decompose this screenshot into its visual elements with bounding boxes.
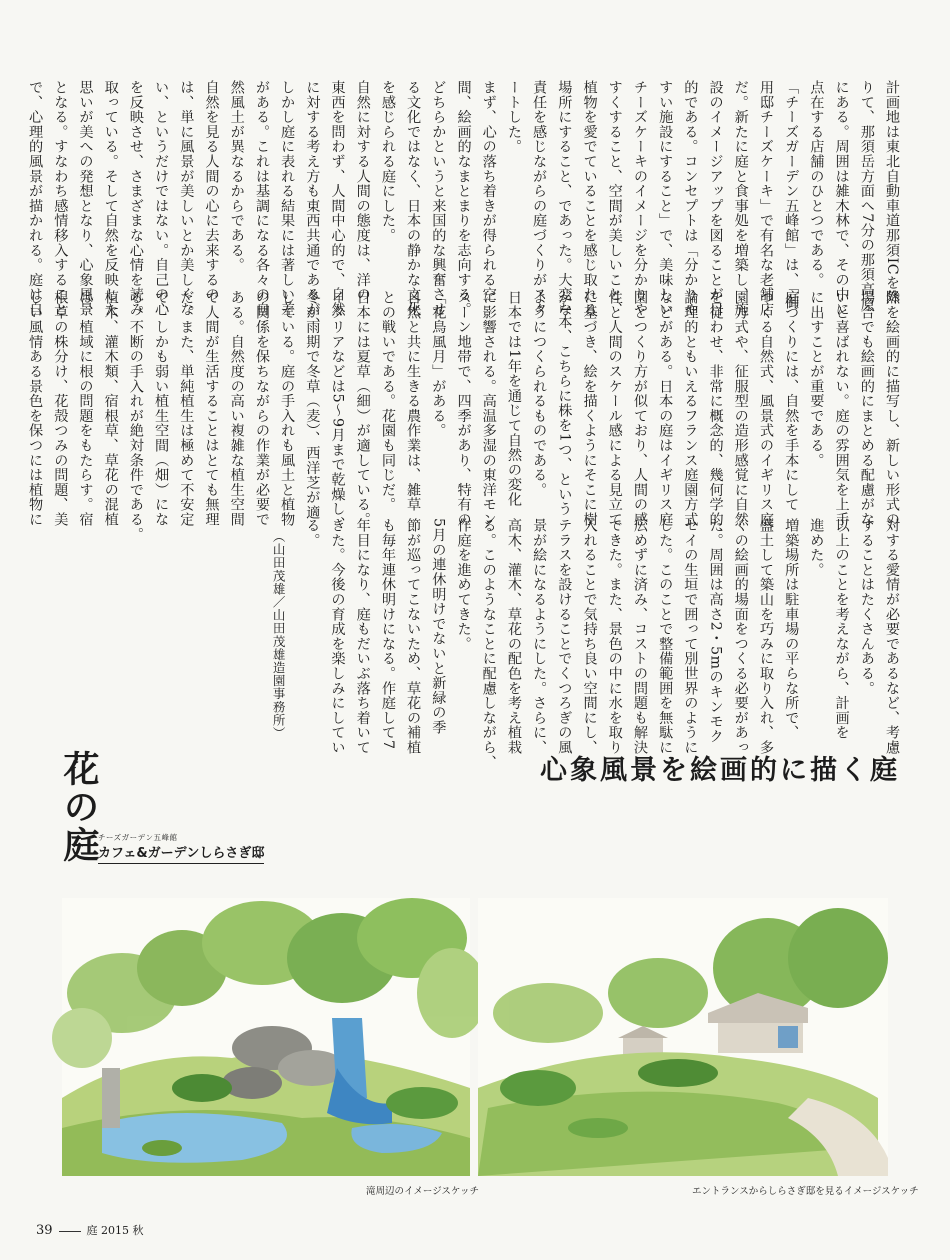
text-column: スーン地帯で、四季があり、特有の (455, 290, 472, 527)
text-column: 高木、灌木、草花の配色を考え植栽 (505, 518, 522, 755)
left-figure-caption: 滝周辺のイメージスケッチ (366, 1186, 479, 1197)
text-column: することはたくさんある。 (858, 518, 875, 696)
text-column: る。このようなことに配慮しながら、 (480, 518, 497, 770)
text-column: にある。周囲は雑木林で、その中に (833, 80, 850, 317)
author-credit: （山田茂雄／山田茂雄造園事務所） (271, 530, 287, 740)
text-column: た。周囲は高さ2・5mのキンモク (707, 518, 724, 744)
series-title: 花の庭 (58, 750, 99, 864)
text-column: 論理的ともいえるフランス庭園方式 (682, 290, 699, 527)
text-column: が1本、こちらに株を1つ、という (556, 290, 573, 517)
text-column: がある。これは基調になる各々の自 (253, 80, 270, 317)
text-column: りて、那須岳方面へ7分の那須高原 (858, 80, 875, 312)
text-column: 思いが美への発想となり、心象風景 (77, 80, 94, 317)
text-column: 計画地は東北自動車道那須ICを降 (884, 80, 900, 305)
text-column: 東西を問わず、人間中心的で、自然 (329, 80, 346, 317)
text-column: に基づき、絵を描くようにそこに樹 (581, 290, 598, 527)
waterfall-sketch-drawing (62, 898, 470, 1176)
text-column: 庭づくりには、自然を手本にして (783, 290, 800, 512)
text-column: 点在する店舗のひとつである。 (808, 80, 825, 288)
text-column: などがある。日本の庭はイギリス庭 (657, 290, 674, 527)
text-column: となる。すなわち感情移入すること (52, 80, 69, 317)
text-column: る。不断の手入れが絶対条件である。 (127, 290, 144, 542)
text-column: に出すことが重要である。 (808, 290, 825, 468)
article-body-middle (27, 290, 904, 542)
text-column: くの絵画的場面をつくる必要があっ (732, 518, 749, 755)
text-column: イタリアなどは5〜9月まで乾燥し、 (329, 290, 346, 532)
text-column: に影響される。高温多湿の東洋モン (480, 290, 497, 527)
text-column: 5月の連休明けでないと新緑の季 (430, 518, 447, 735)
page-footer (36, 1222, 144, 1238)
entrance-sketch-image (478, 898, 888, 1176)
text-column: 性と人間のスケール感による見立て (606, 290, 623, 527)
text-column: る文化ではなく、日本の静かな文化 (405, 80, 422, 317)
footer-divider (59, 1231, 81, 1232)
text-column: 植木、灌木類、宿根草、草花の混植 (102, 290, 119, 527)
text-column: い、というだけではない。自己の心 (153, 80, 170, 317)
text-column: 用邸チーズケーキ」で有名な老舗店 (757, 80, 774, 317)
text-column: まず、心の落ち着きが得られる空 (480, 80, 497, 302)
text-column: 日本には夏草（細）が適している。 (354, 290, 371, 527)
text-column: している。庭の手入れも風土と植物 (279, 290, 296, 527)
text-column: 作庭を進めてきた。 (455, 518, 472, 652)
text-column: 進めた。 (808, 518, 825, 578)
text-column: しかし庭に表れる結果には著しい差 (279, 80, 296, 317)
text-column: 自然と共に生きる農作業は、雑草 (405, 290, 422, 512)
text-column: は、植域に根の問題をもたらす。宿 (77, 290, 94, 527)
text-column: も毎年連休明けになる。作庭して7 (379, 518, 396, 750)
text-column: セイの生垣で囲って別世界のように (682, 518, 699, 755)
text-column: ートした。 (505, 80, 522, 154)
article-body-top (27, 80, 904, 332)
text-column: 取っている。そして自然を反映した (102, 80, 119, 317)
text-column: に対する考え方も東西共通であるが、 (304, 80, 321, 332)
text-column: 植物を愛でていることを感じ取れる (581, 80, 598, 317)
text-column: 園とつくり方が似ており、人間の感 (631, 290, 648, 527)
text-column: ある。自然度の高い複雑な植生空間 (228, 290, 245, 527)
text-column: どちらかというと来国的な興奮させ (430, 80, 447, 317)
text-column: 設のイメージアップを図ることが目 (707, 80, 724, 317)
page-number: 39 (36, 1223, 53, 1238)
text-column: 園方式や、征服型の造形感覚に自然 (732, 290, 749, 527)
text-column: 「花鳥風月」がある。 (430, 290, 447, 438)
text-column: との戦いである。花園も同じだ。 (379, 290, 396, 512)
text-column: 年目になり、庭もだいぶ落ち着いて (354, 518, 371, 755)
text-column: しい風情ある景色を保つには植物に (27, 290, 44, 527)
text-column: テラスを設けることでくつろぎの風 (556, 518, 573, 755)
text-column: 入れることで気持ち良い空間にし、 (581, 518, 598, 755)
text-column: つくる自然式、風景式のイギリス庭 (757, 290, 774, 527)
text-column: 的である。コンセプトは「分かりや (682, 80, 699, 317)
text-column: は、単に風景が美しいとか美しくな (178, 80, 195, 317)
text-column: 責任を感じながらの庭づくりがスタ (531, 80, 548, 317)
article-body-lower (66, 518, 904, 770)
text-column: 広めずに済み、コストの問題も解決 (631, 518, 648, 755)
text-column: を反映させ、さまざまな心情を読み (127, 80, 144, 317)
text-column: 増築場所は駐車場の平らな所で、 (783, 518, 800, 740)
text-column: ようにつくられるものである。 (531, 290, 548, 498)
text-column: を感じられる庭にした。 (379, 80, 396, 243)
article-title: 心象風景を絵画的に描く庭 (540, 755, 900, 786)
text-column: 日本では1年を通じて自然の変化 (505, 290, 522, 507)
text-column: した。このことで整備範囲を無駄に (657, 518, 674, 755)
text-column: 以上のことを考えながら、計画を (833, 518, 850, 740)
text-column: 自然を見る人間の心に去来するの (203, 80, 220, 302)
text-column: る。 (304, 518, 321, 548)
text-column: 自然に対する人間の態度は、洋の (354, 80, 371, 302)
text-column: 然を絵画的に描写し、新しい形式の (884, 290, 900, 527)
text-column: できた。また、景色の中に水を取り (606, 518, 623, 755)
text-column: 冬が雨期で冬草（麦）、西洋芝が適 (304, 290, 321, 520)
right-figure-caption: エントランスからしらさぎ邸を見るイメージスケッチ (692, 1186, 919, 1197)
text-column: 然風土が異なるからである。 (228, 80, 245, 273)
text-column: の関係を保ちながらの作業が必要で (253, 290, 270, 527)
text-column: だ。新たに庭と食事処を増築し、施 (732, 80, 749, 317)
text-column: で、しかも弱い植生空間（畑）にな (153, 290, 170, 527)
text-column: で、心理的風景が描かれる。庭は自 (27, 80, 44, 317)
place-name: カフェ&ガーデンしらさぎ邸 (98, 842, 264, 864)
text-column: すい施設にすること」で、美味しい (657, 80, 674, 317)
text-column: で人間が生活することはとても無理 (203, 290, 220, 527)
text-column: すくすること、空間が美しいこと、 (606, 80, 623, 317)
magazine-issue: 庭 2015 秋 (86, 1224, 144, 1237)
text-column: だ。また、単純植生は極めて不安定 (178, 290, 195, 527)
text-column: 根草の株分け、花殻つみの問題、美 (52, 290, 69, 527)
text-column: 景が絵になるようにした。さらに、 (531, 518, 548, 755)
entrance-sketch-drawing (478, 898, 888, 1176)
waterfall-sketch-image (62, 898, 470, 1176)
text-column: 間、絵画的なまとまりを志向する。 (455, 80, 472, 317)
text-column: 対する愛情が必要であるなど、考慮 (884, 518, 900, 755)
text-column: を従わせ、非常に概念的、幾何学的、 (707, 290, 724, 542)
text-column: 節が巡ってこないため、草花の補植 (405, 518, 422, 755)
text-column: チーズケーキのイメージを分かりや (631, 80, 648, 317)
text-column: 場合でも絵画的にまとめる配慮がな (858, 290, 875, 527)
text-column: 盛土して築山を巧みに取り入れ、多 (757, 518, 774, 755)
text-column: 場所にすること、であった。大変な (556, 80, 573, 317)
text-column: 「チーズガーデン五峰館」は、「御 (783, 80, 800, 310)
place-subtitle: チーズガーデン五峰館 (98, 833, 178, 842)
text-column: きた。今後の育成を楽しみにしてい (329, 518, 346, 755)
text-column: いと喜ばれない。庭の雰囲気を上手 (833, 290, 850, 527)
